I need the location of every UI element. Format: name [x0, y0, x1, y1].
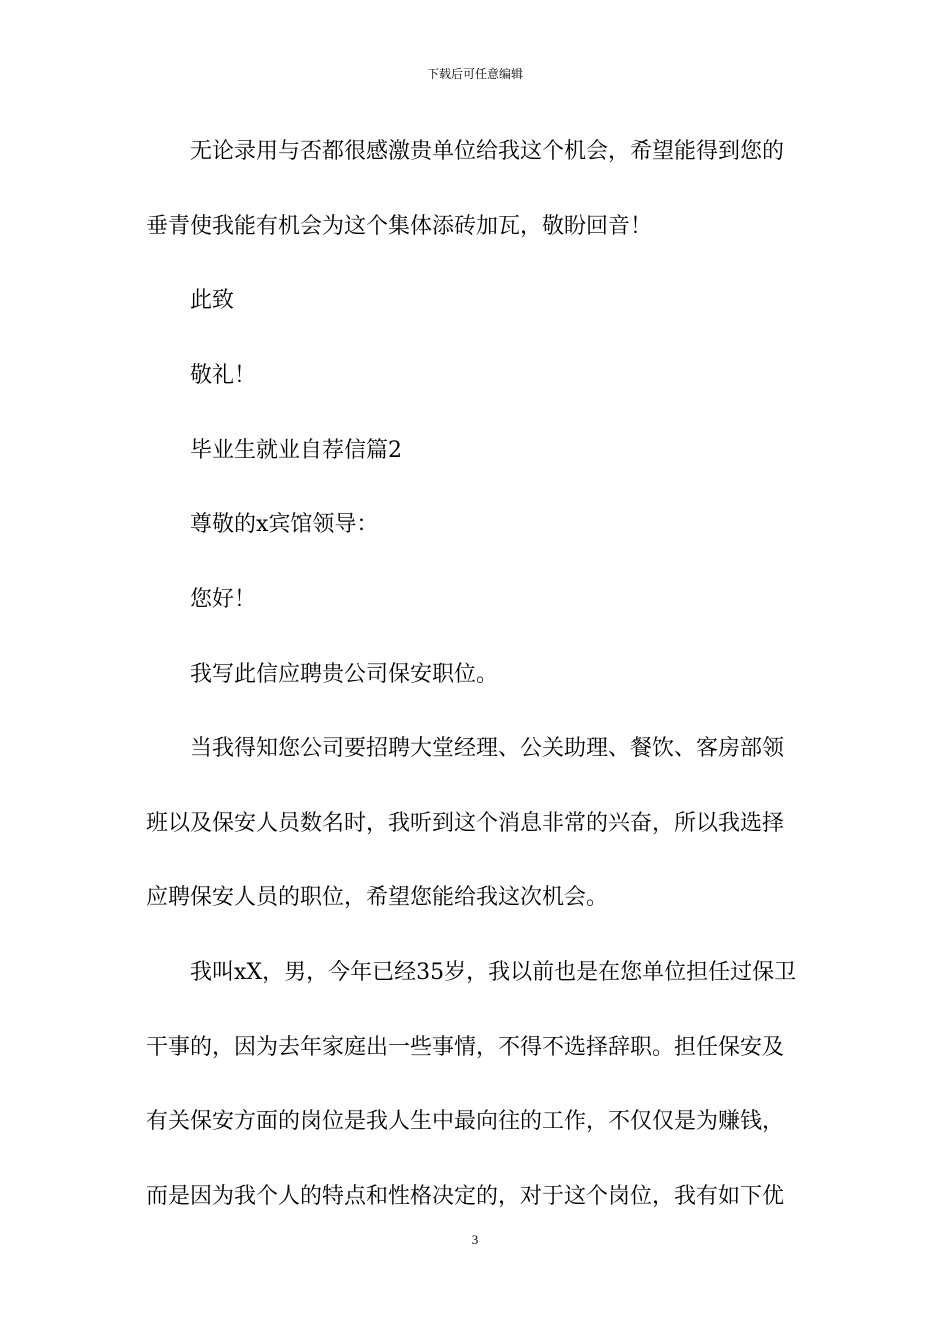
paragraph-line-13: 干事的，因为去年家庭出一些事情，不得不选择辞职。担任保安及 [146, 1035, 785, 1060]
letter-greeting: 尊敬的x宾馆领导： [190, 512, 379, 537]
paragraph-line-1: 无论录用与否都很感激贵单位给我这个机会，希望能得到您的 [190, 139, 785, 164]
paragraph-line-14: 有关保安方面的岗位是我人生中最向往的工作，不仅仅是为赚钱， [146, 1109, 785, 1134]
section-title: 毕业生就业自荐信篇2 [190, 438, 402, 463]
paragraph-line-2: 垂青使我能有机会为这个集体添砖加瓦，敬盼回音！ [146, 214, 653, 239]
letter-hello: 您好！ [190, 587, 257, 612]
paragraph-line-8: 我写此信应聘贵公司保安职位。 [190, 662, 499, 687]
page-number: 3 [471, 1232, 479, 1247]
paragraph-line-11: 应聘保安人员的职位，希望您能给我这次机会。 [146, 885, 609, 910]
closing-salutation: 此致 [190, 288, 235, 313]
paragraph-line-9: 当我得知您公司要招聘大堂经理、公关助理、餐饮、客房部领 [190, 736, 785, 761]
closing-regards: 敬礼！ [190, 363, 257, 388]
paragraph-line-12: 我叫xX，男，今年已经35岁，我以前也是在您单位担任过保卫 [190, 960, 797, 985]
paragraph-line-15: 而是因为我个人的特点和性格决定的，对于这个岗位，我有如下优 [146, 1184, 785, 1209]
paragraph-line-10: 班以及保安人员数名时，我听到这个消息非常的兴奋，所以我选择 [146, 811, 785, 836]
header-note: 下载后可任意编辑 [426, 67, 523, 81]
